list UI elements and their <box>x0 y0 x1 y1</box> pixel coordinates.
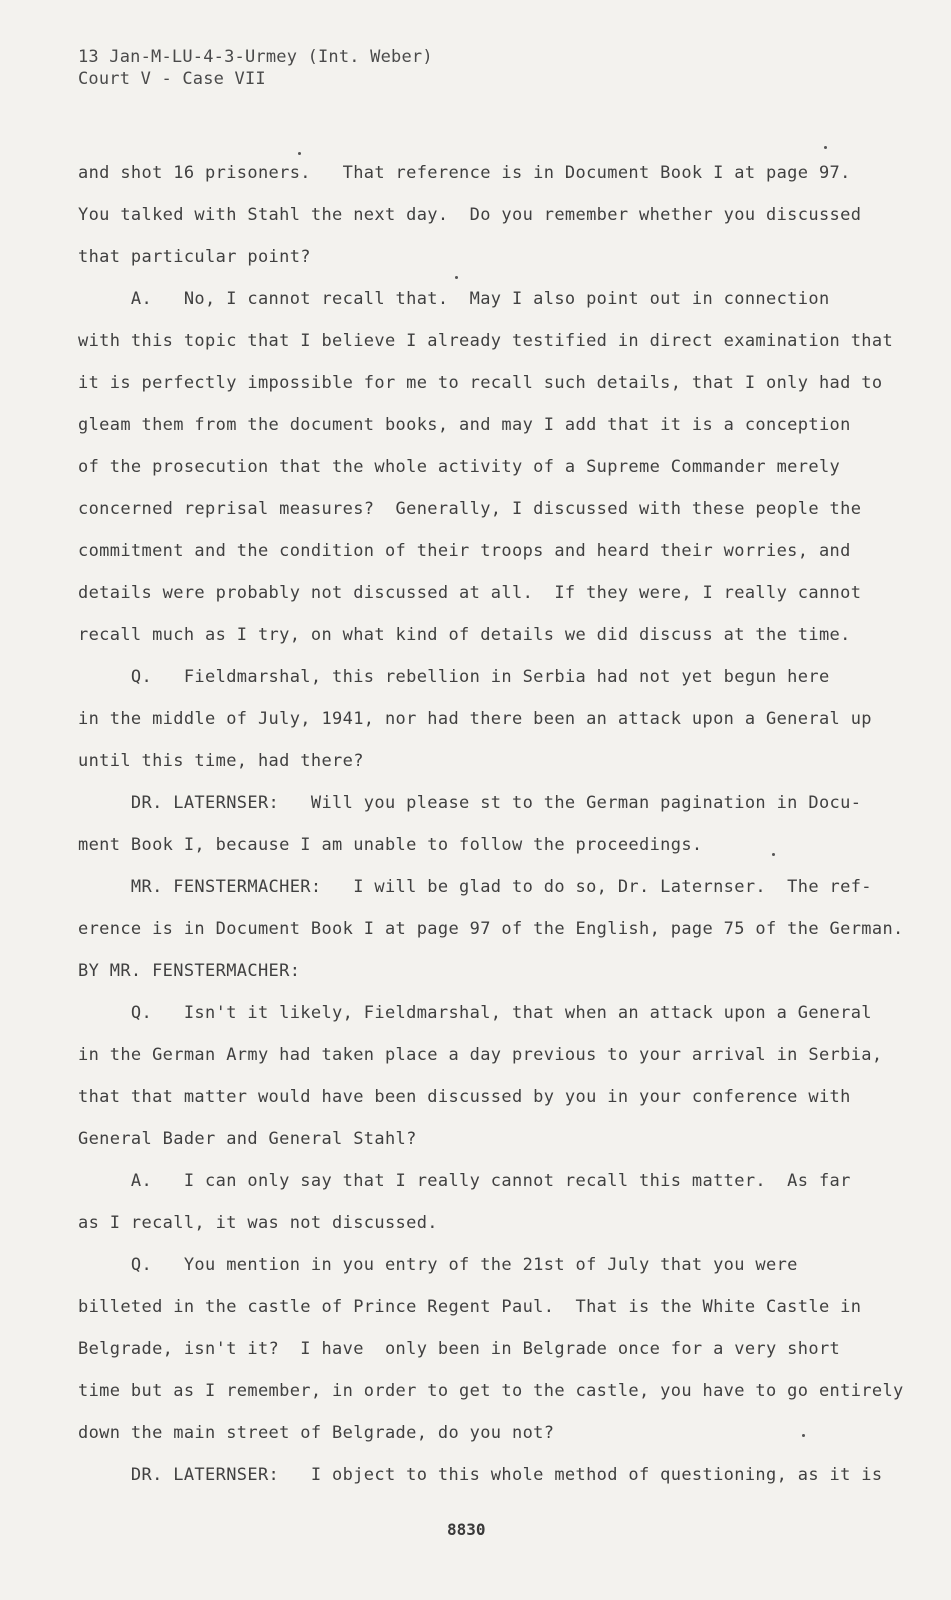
transcript-line: of the prosecution that the whole activity of a Supreme Commander merely <box>78 457 841 477</box>
transcript-line: A. No, I cannot recall that. May I also point out in connection <box>78 289 830 309</box>
transcript-line: that particular point? <box>78 247 311 267</box>
transcript-line: in the German Army had taken place a day previous to your arrival in Serbia, <box>78 1045 883 1065</box>
transcript-line: details were probably not discussed at all. If they were, I really cannot <box>78 583 862 603</box>
transcript-line: down the main street of Belgrade, do you not? <box>78 1423 555 1443</box>
transcript-line: in the middle of July, 1941, nor had there been an attack upon a General up <box>78 709 872 729</box>
transcript-line: that that matter would have been discussed by you in your conference with <box>78 1087 851 1107</box>
transcript-line: A. I can only say that I really cannot recall this matter. As far <box>78 1171 851 1191</box>
page-number: 8830 <box>447 1520 486 1539</box>
transcript-line: gleam them from the document books, and may I add that it is a conception <box>78 415 851 435</box>
transcript-line: recall much as I try, on what kind of details we did discuss at the time. <box>78 625 851 645</box>
scan-speck <box>455 276 458 279</box>
transcript-line: and shot 16 prisoners. That reference is in Document Book I at page 97. <box>78 163 851 183</box>
transcript-line: ment Book I, because I am unable to follow the proceedings. <box>78 835 703 855</box>
transcript-line: Q. Isn't it likely, Fieldmarshal, that when an attack upon a General <box>78 1003 872 1023</box>
scan-speck <box>772 853 775 856</box>
header-court: Court V - Case VII <box>78 69 266 89</box>
transcript-line: DR. LATERNSER: I object to this whole method of questioning, as it is <box>78 1465 883 1485</box>
transcript-line: General Bader and General Stahl? <box>78 1129 417 1149</box>
header-case-reference: 13 Jan-M-LU-4-3-Urmey (Int. Weber) <box>78 47 433 67</box>
transcript-line: erence is in Document Book I at page 97 of the English, page 75 of the German. <box>78 919 904 939</box>
transcript-line: Q. Fieldmarshal, this rebellion in Serbia had not yet begun here <box>78 667 830 687</box>
transcript-line: with this topic that I believe I already testified in direct examination that <box>78 331 894 351</box>
scan-speck <box>298 152 301 155</box>
scan-speck <box>802 1434 805 1437</box>
transcript-line: Q. You mention in you entry of the 21st of July that you were <box>78 1255 798 1275</box>
document-header <box>78 46 433 90</box>
transcript-line: it is perfectly impossible for me to recall such details, that I only had to <box>78 373 883 393</box>
transcript-line: You talked with Stahl the next day. Do you remember whether you discussed <box>78 205 862 225</box>
transcript-line: until this time, had there? <box>78 751 364 771</box>
transcript-line: billeted in the castle of Prince Regent Paul. That is the White Castle in <box>78 1297 862 1317</box>
transcript-line: DR. LATERNSER: Will you please st to the German pagination in Docu- <box>78 793 862 813</box>
transcript-line: commitment and the condition of their troops and heard their worries, and <box>78 541 851 561</box>
transcript-line: MR. FENSTERMACHER: I will be glad to do so, Dr. Laternser. The ref- <box>78 877 872 897</box>
transcript-line: concerned reprisal measures? Generally, I discussed with these people the <box>78 499 862 519</box>
transcript-line: Belgrade, isn't it? I have only been in Belgrade once for a very short <box>78 1339 841 1359</box>
transcript-line: time but as I remember, in order to get to the castle, you have to go entirely <box>78 1381 904 1401</box>
transcript-line: BY MR. FENSTERMACHER: <box>78 961 301 981</box>
transcript-line: as I recall, it was not discussed. <box>78 1213 438 1233</box>
scan-speck <box>824 146 827 149</box>
